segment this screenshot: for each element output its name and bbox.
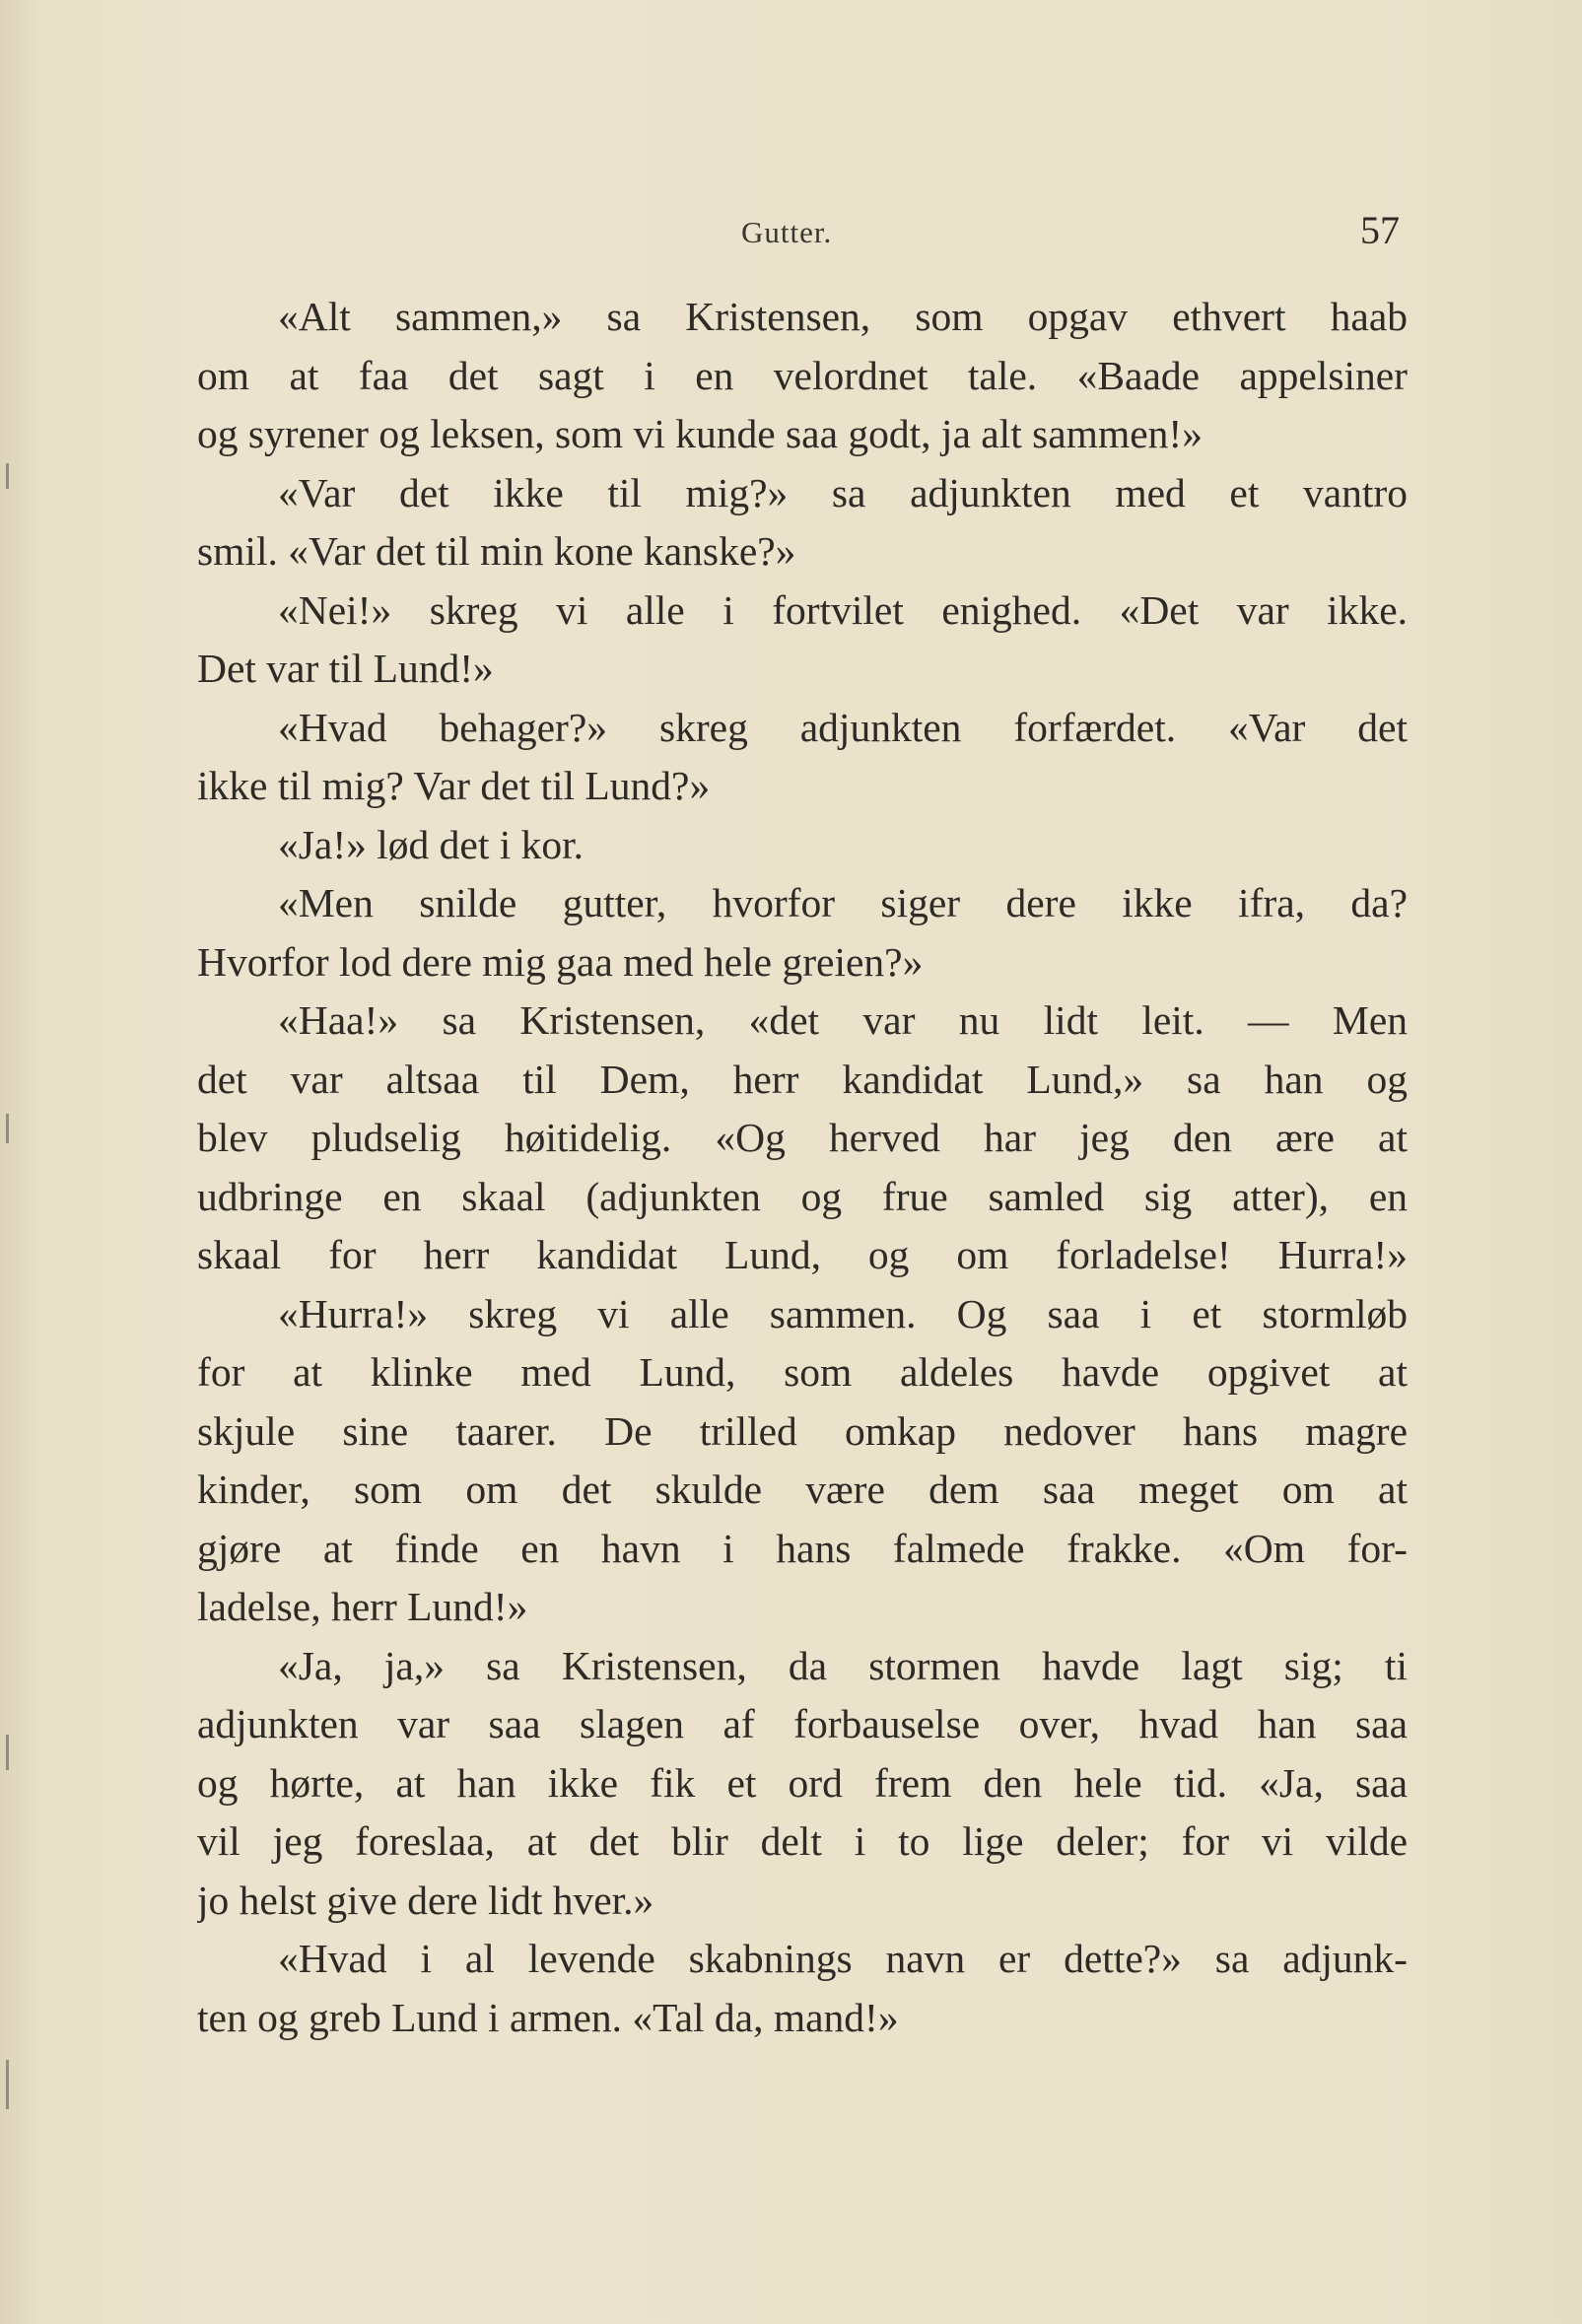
text-line: smil. «Var det til min kone kanske?» [197,528,796,574]
text-line: gjøre at finde en havn i hans falmede frakke. «Om for- [197,1525,1408,1571]
text-line: «Men snilde gutter, hvorfor siger dere ikke ifra, da? [278,880,1408,925]
running-head: Gutter. [741,215,833,249]
text-line: blev pludselig høitidelig. «Og herved har jeg den ære at [197,1115,1408,1160]
text-line: det var altsaa til Dem, herr kandidat Lund,» sa han og [197,1056,1408,1102]
text-line: Hvorfor lod dere mig gaa med hele greien?» [197,938,924,985]
text-line: «Hvad behager?» skreg adjunkten forfærdet. «Var det [278,704,1408,750]
text-line: «Nei!» skreg vi alle i fortvilet enighed. «Det var ikke. [278,586,1408,633]
text-line: «Hurra!» skreg vi alle sammen. Og saa i et stormløb [278,1290,1408,1336]
text-line: for at klinke med Lund, som aldeles havde opgivet at [197,1349,1408,1395]
text-line: «Ja!» lød det i kor. [278,821,585,867]
text-line: «Haa!» sa Kristensen, «det var nu lidt leit. — Men [278,997,1408,1043]
text-line: «Var det ikke til mig?» sa adjunkten med et vantro [278,469,1408,515]
text-line: og syrener og leksen, som vi kunde saa godt, ja alt sammen!» [197,411,1203,456]
text-line: «Alt sammen,» sa Kristensen, som opgav ethvert haab [278,294,1408,339]
text-line: og hørte, at han ikke fik et ord frem den hele tid. «Ja, saa [197,1759,1408,1806]
text-line: Det var til Lund!» [197,646,494,691]
text-line: ikke til mig? Var det til Lund?» [197,763,711,808]
text-line: skjule sine taarer. De trilled omkap nedover hans magre [197,1407,1408,1454]
body-text [197,288,1408,2047]
text-line: ten og greb Lund i armen. «Tal da, mand!» [197,1994,899,2040]
text-line: jo helst give dere lidt hver.» [197,1877,654,1923]
text-line: vil jeg foreslaa, at det blir delt i to lige deler; for vi vilde [197,1818,1408,1864]
binding-mark [6,2060,9,2109]
text-line: «Hvad i al levende skabnings navn er dette?» sa adjunk- [278,1936,1408,1981]
text-line: «Ja, ja,» sa Kristensen, da stormen havde lagt sig; ti [278,1642,1408,1688]
binding-mark [6,1114,9,1143]
text-line: adjunkten var saa slagen af forbauselse over, hvad han saa [197,1701,1408,1746]
text-line: kinder, som om det skulde være dem saa meget om at [197,1467,1408,1512]
text-line: om at faa det sagt i en velordnet tale. «Baade appelsiner [197,352,1408,398]
text-line: udbringe en skaal (adjunkten og frue samled sig atter), en [197,1173,1408,1219]
binding-mark [6,1735,9,1770]
text-line: skaal for herr kandidat Lund, og om forladelse! Hurra!» [197,1232,1408,1277]
text-line: ladelse, herr Lund!» [197,1584,528,1629]
binding-mark [6,463,9,489]
page-number: 57 [1360,208,1400,252]
